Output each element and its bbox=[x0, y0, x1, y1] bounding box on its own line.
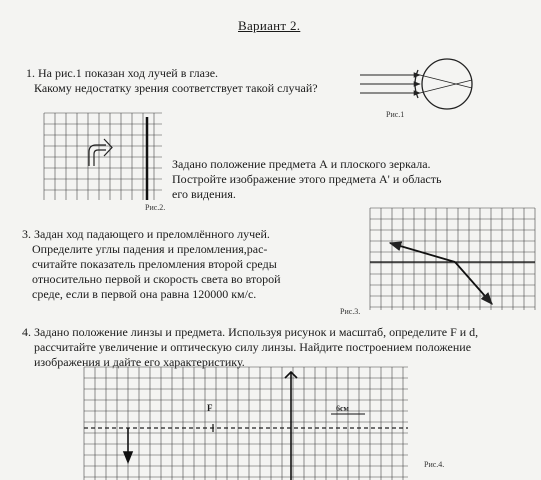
fig2-caption: Рис.2. bbox=[145, 203, 166, 212]
q4-line-1: 4. Задано положение линзы и предмета. Используя рисунок и масштаб, определите F и d, bbox=[22, 325, 479, 339]
q4-line-3: изображения и дайте его характеристику. bbox=[34, 355, 245, 369]
fig2-object-arrow bbox=[89, 139, 112, 166]
q3-line-3: считайте показатель преломления второй среды bbox=[32, 257, 277, 271]
q2-line-2: Постройте изображение этого предмета А' и область bbox=[172, 172, 442, 186]
fig3-ray-reflected bbox=[390, 243, 455, 262]
q3-line-4: относительно первой и скорость света во второй bbox=[32, 272, 281, 286]
q3-line-5: среде, если в первой она равна 120000 км/с. bbox=[32, 287, 257, 301]
q2-line-1: Задано положение предмета А и плоского зеркала. bbox=[172, 157, 431, 171]
fig4-caption: Рис.4. bbox=[424, 460, 445, 469]
fig1-eye-diagram bbox=[360, 59, 472, 109]
scale-label: 6см bbox=[336, 404, 349, 413]
fig3-ray-refracted bbox=[455, 262, 492, 304]
fig4-grid bbox=[84, 367, 408, 480]
q2-line-3: его видения. bbox=[172, 187, 236, 201]
focus-label: F bbox=[207, 403, 213, 413]
fig2-grid bbox=[44, 113, 162, 200]
q1-line-2: Какому недостатку зрения соответствует такой случай? bbox=[34, 81, 318, 95]
fig3-caption: Рис.3. bbox=[340, 307, 361, 316]
q3-line-2: Определите углы падения и преломления,рас- bbox=[32, 242, 268, 256]
fig3-grid bbox=[370, 208, 535, 310]
page-title: Вариант 2. bbox=[238, 18, 301, 33]
q1-line-1: 1. На рис.1 показан ход лучей в глазе. bbox=[26, 66, 219, 80]
fig4-lens bbox=[285, 372, 297, 480]
q4-line-2: рассчитайте увеличение и оптическую силу линзы. Найдите построением положение bbox=[34, 340, 472, 354]
q3-line-1: 3. Задан ход падающего и преломлённого лучей. bbox=[22, 227, 270, 241]
fig1-caption: Рис.1 bbox=[386, 110, 405, 119]
